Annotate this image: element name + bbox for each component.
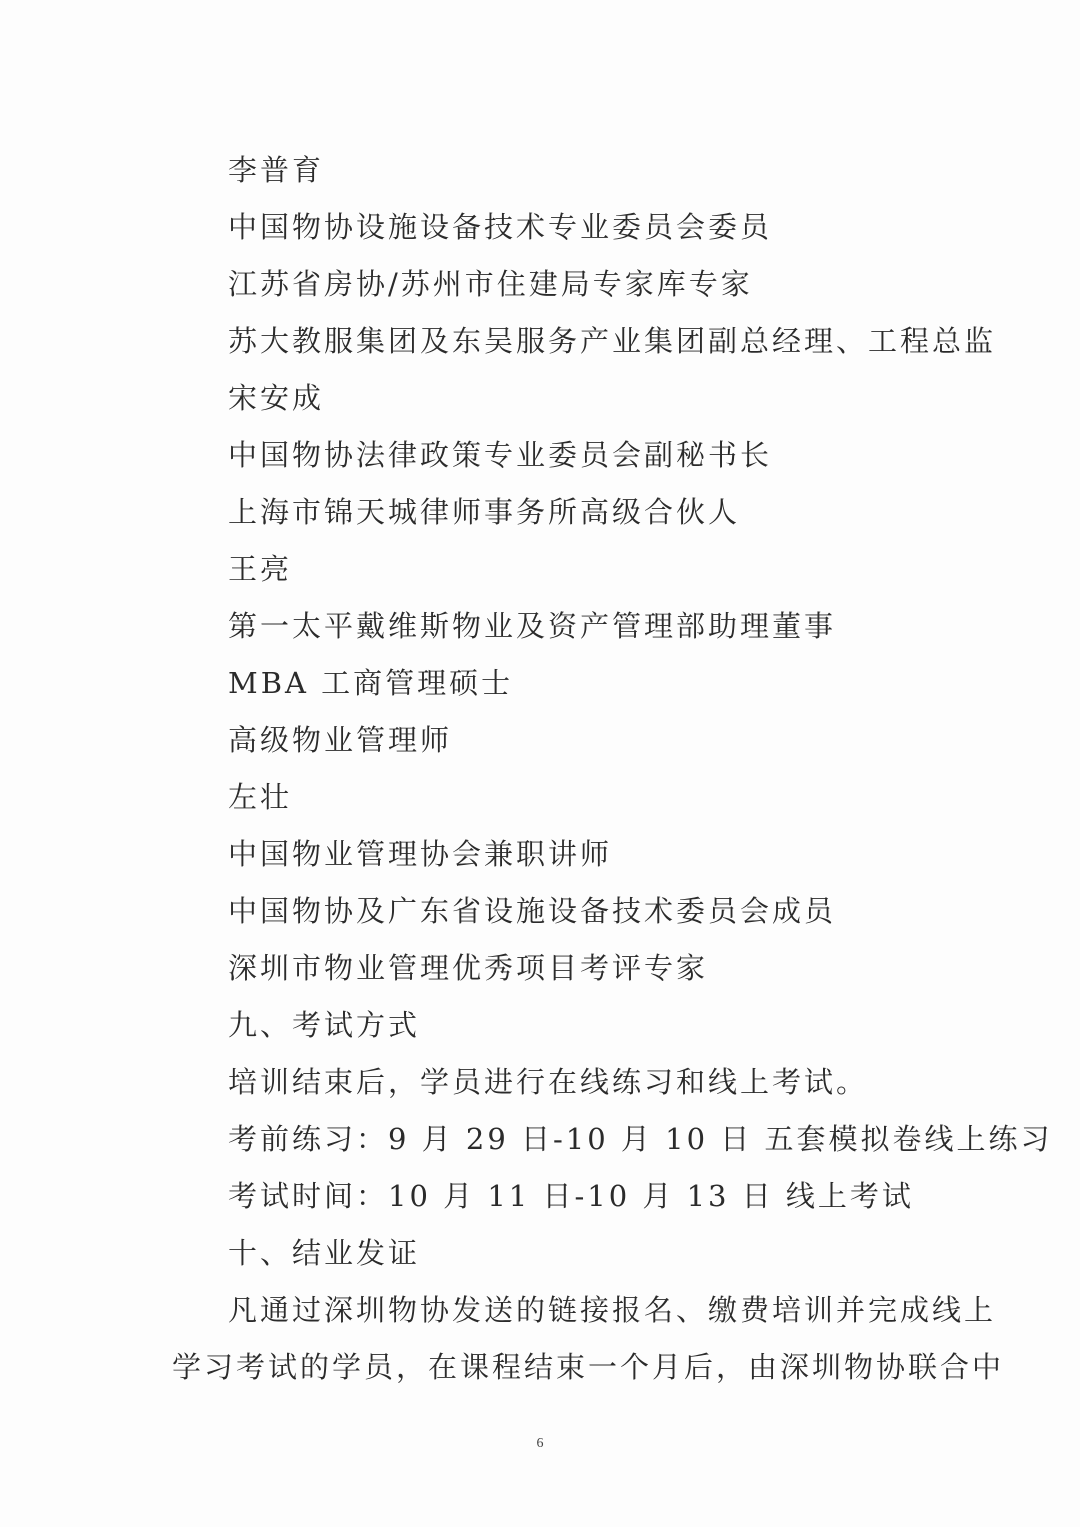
- instructor-title: MBA 工商管理硕士: [228, 666, 514, 700]
- exam-practice-schedule: 考前练习：9 月 29 日-10 月 10 日 五套模拟卷线上练习: [228, 1122, 1053, 1156]
- instructor-title: 深圳市物业管理优秀项目考评专家: [228, 951, 709, 985]
- instructor-name-song-ancheng: 宋安成: [228, 381, 325, 415]
- page-number: 6: [536, 1436, 544, 1451]
- instructor-title: 高级物业管理师: [228, 723, 453, 757]
- instructor-title: 中国物业管理协会兼职讲师: [228, 837, 613, 871]
- paragraph-text: 培训结束后，学员进行在线练习和线上考试。: [228, 1065, 869, 1099]
- instructor-title: 苏大教服集团及东吴服务产业集团副总经理、工程总监: [228, 324, 997, 358]
- instructor-name-wang-liang: 王亮: [228, 552, 293, 586]
- paragraph-text: 凡通过深圳物协发送的链接报名、缴费培训并完成线上: [228, 1293, 997, 1327]
- exam-time-schedule: 考试时间：10 月 11 日-10 月 13 日 线上考试: [228, 1179, 914, 1213]
- instructor-name-zuo-zhuang: 左壮: [228, 780, 293, 814]
- instructor-title: 中国物协设施设备技术专业委员会委员: [228, 210, 773, 244]
- instructor-title: 中国物协法律政策专业委员会副秘书长: [228, 438, 773, 472]
- paragraph-text: 学习考试的学员，在课程结束一个月后，由深圳物协联合中: [172, 1350, 1005, 1384]
- instructor-title: 江苏省房协/苏州市住建局专家库专家: [228, 267, 753, 301]
- instructor-title: 第一太平戴维斯物业及资产管理部助理董事: [228, 609, 837, 643]
- instructor-title: 中国物协及广东省设施设备技术委员会成员: [228, 894, 837, 928]
- section-heading-certificate: 十、结业发证: [228, 1236, 421, 1270]
- instructor-name-li-puyu: 李普育: [228, 153, 325, 187]
- instructor-title: 上海市锦天城律师事务所高级合伙人: [228, 495, 741, 529]
- section-heading-exam-method: 九、考试方式: [228, 1008, 421, 1042]
